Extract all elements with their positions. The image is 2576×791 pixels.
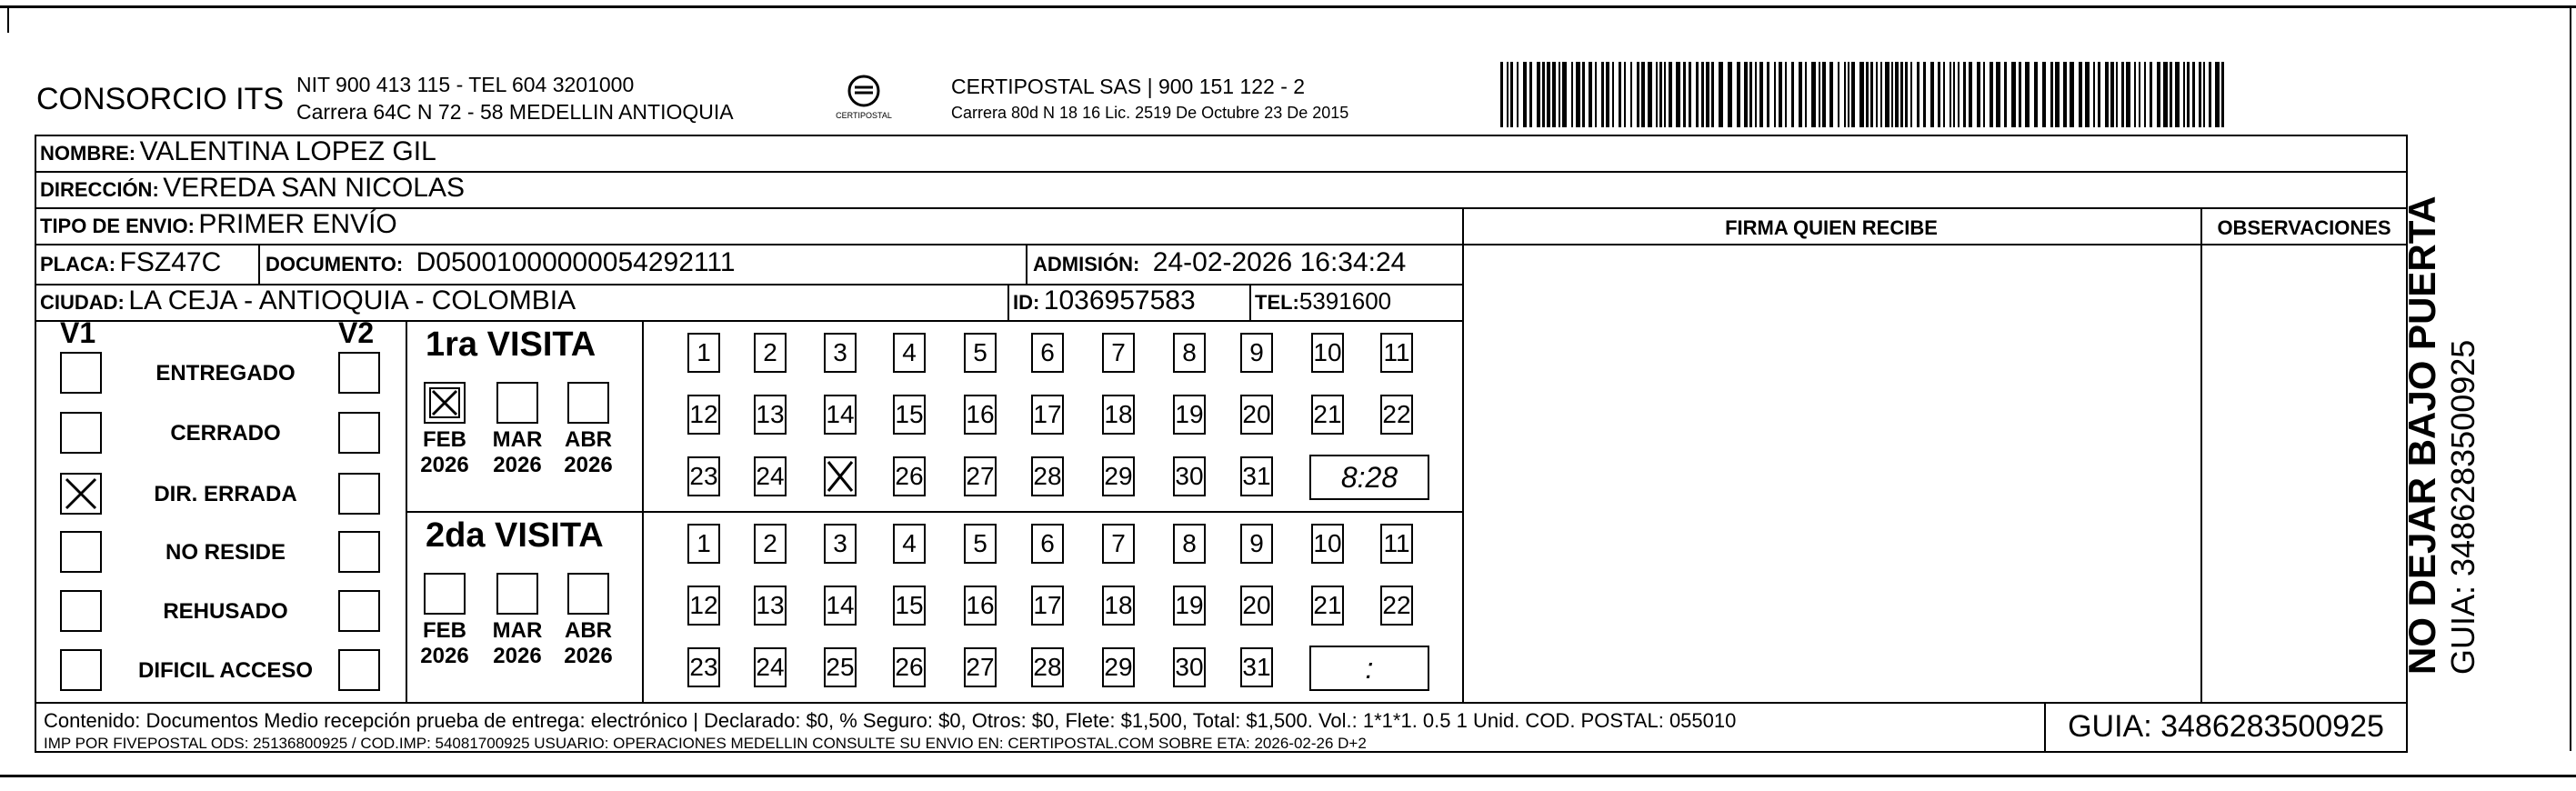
barcode-bar xyxy=(1637,62,1639,127)
first-visit-month-label xyxy=(417,427,472,478)
barcode-bar xyxy=(1938,62,1940,127)
second-visit-day-box[interactable]: 23 xyxy=(687,647,720,687)
first-visit-day-box[interactable]: 22 xyxy=(1380,395,1413,435)
row-line xyxy=(35,320,1464,322)
barcode-bar xyxy=(1656,62,1658,127)
v1-header: V1 xyxy=(60,316,96,349)
second-visit-day-box[interactable]: 17 xyxy=(1031,586,1064,626)
barcode-bar xyxy=(2079,62,2082,127)
barcode-bar xyxy=(1683,62,1686,127)
second-visit-day-box[interactable]: 18 xyxy=(1102,586,1135,626)
col-line xyxy=(1007,284,1009,320)
barcode-bar xyxy=(1517,62,1519,127)
barcode-bar xyxy=(1552,62,1556,127)
first-visit-day-box[interactable]: 18 xyxy=(1102,395,1135,435)
barcode-bar xyxy=(2034,62,2038,127)
second-visit-day-box[interactable]: 28 xyxy=(1031,647,1064,687)
barcode-bar xyxy=(1891,62,1893,127)
side-text xyxy=(2401,165,2482,675)
bottom-rule xyxy=(0,775,2576,777)
month-year: 2026 xyxy=(564,644,613,668)
barcode-bar xyxy=(1510,62,1513,127)
contenido-line: Contenido: Documentos Medio recepción prueba de entrega: electrónico | Declarado: $0, % Seguro: $0, Otros: $0, Flete: $1,500, Total: $1,500. Vol.: 1*1*1. 0.5 1 Unid. COD. POSTAL: 055010 xyxy=(44,709,1737,732)
barcode-bar xyxy=(2093,62,2095,127)
tel-label: TEL: xyxy=(1255,291,1299,314)
direccion-field xyxy=(40,173,465,204)
barcode-bar xyxy=(1507,62,1509,127)
admision-field xyxy=(1033,247,1406,278)
barcode-bar xyxy=(1767,62,1769,127)
barcode-bar xyxy=(1900,62,1903,127)
id-field xyxy=(1013,285,1196,316)
barcode-bar xyxy=(2126,62,2130,127)
second-visit-month-checkbox[interactable] xyxy=(424,573,466,615)
row-line xyxy=(35,702,2408,704)
first-visit-day-box[interactable]: 17 xyxy=(1031,395,1064,435)
barcode-bar xyxy=(2110,62,2114,127)
first-visit-day-box[interactable]: 9 xyxy=(1240,333,1273,373)
placa-value: FSZ47C xyxy=(119,247,222,277)
second-visit-day-box[interactable]: 20 xyxy=(1240,586,1273,626)
first-visit-month-label xyxy=(490,427,545,478)
second-visit-day-box[interactable]: 19 xyxy=(1173,586,1206,626)
barcode-bar xyxy=(2183,62,2185,127)
first-visit-day-box[interactable]: 15 xyxy=(893,395,926,435)
second-visit-month-label xyxy=(561,618,616,669)
barcode-bar xyxy=(1977,62,1980,127)
id-label: ID: xyxy=(1013,291,1040,314)
barcode-bar xyxy=(1696,62,1699,127)
v2-checkbox[interactable] xyxy=(338,412,380,454)
barcode-bar xyxy=(2004,62,2007,127)
barcode-bar xyxy=(2170,62,2172,127)
first-visit-day-box[interactable]: 24 xyxy=(754,456,787,496)
barcode-bar xyxy=(1917,62,1919,127)
first-visit-day-box[interactable]: 5 xyxy=(964,333,997,373)
second-visit-day-box[interactable]: 22 xyxy=(1380,586,1413,626)
second-visit-month-label xyxy=(490,618,545,669)
barcode-bar xyxy=(2025,62,2030,127)
v1-checkbox[interactable] xyxy=(60,412,102,454)
barcode-bar xyxy=(1744,62,1748,127)
status-label: REHUSADO xyxy=(163,599,288,624)
first-visit-month-checkbox[interactable] xyxy=(424,382,466,424)
barcode-bar xyxy=(2116,62,2118,127)
barcode-bar xyxy=(1983,62,1985,127)
barcode-bar xyxy=(1923,62,1926,127)
second-visit-day-box[interactable]: 10 xyxy=(1311,524,1344,564)
barcode-bar xyxy=(1601,62,1604,127)
second-visit-day-box[interactable]: 13 xyxy=(754,586,787,626)
first-visit-day-box[interactable]: 20 xyxy=(1240,395,1273,435)
barcode-bar xyxy=(1737,62,1740,127)
barcode-bar xyxy=(2199,62,2201,127)
license-line: Carrera 80d N 18 16 Lic. 2519 De Octubre 23 De 2015 xyxy=(951,104,1349,122)
first-visit-day-box-checked[interactable] xyxy=(824,456,857,496)
barcode-bar xyxy=(2098,62,2100,127)
second-visit-day-box[interactable]: 31 xyxy=(1240,647,1273,687)
second-visit-day-box[interactable]: 9 xyxy=(1240,524,1273,564)
month-name: ABR xyxy=(565,427,612,452)
status-label: DIR. ERRADA xyxy=(154,482,297,506)
barcode-bar xyxy=(1819,62,1820,127)
barcode-bar xyxy=(2105,62,2109,127)
barcode-bar xyxy=(2085,62,2090,127)
v1-checkbox[interactable] xyxy=(60,531,102,573)
barcode-bar xyxy=(1523,62,1527,127)
barcode-bar xyxy=(1711,62,1714,127)
nombre-field xyxy=(40,136,436,167)
barcode-bar xyxy=(1774,62,1776,127)
second-visit-day-box[interactable]: 26 xyxy=(893,647,926,687)
second-visit-day-box[interactable]: 2 xyxy=(754,524,787,564)
first-visit-day-box[interactable]: 30 xyxy=(1173,456,1206,496)
barcode-bar xyxy=(2175,62,2180,127)
first-visit-time-box[interactable]: 8:28 xyxy=(1309,455,1429,500)
barcode-bar xyxy=(1969,62,1972,127)
barcode-bar xyxy=(1958,62,1960,127)
barcode-bar xyxy=(1562,62,1567,127)
first-visit-title: 1ra VISITA xyxy=(426,325,596,364)
first-visit-day-box[interactable]: 19 xyxy=(1173,395,1206,435)
second-visit-day-box[interactable]: 12 xyxy=(687,586,720,626)
second-visit-day-box[interactable]: 21 xyxy=(1311,586,1344,626)
first-visit-day-box[interactable]: 7 xyxy=(1102,333,1135,373)
left-edge xyxy=(7,5,9,33)
second-visit-time-box[interactable]: : xyxy=(1309,646,1429,691)
barcode-bar xyxy=(1785,62,1787,127)
barcode-bar xyxy=(2019,62,2021,127)
first-visit-day-box[interactable]: 3 xyxy=(824,333,857,373)
top-rule xyxy=(0,5,2576,8)
admision-label: ADMISIÓN: xyxy=(1033,253,1140,275)
barcode-bar xyxy=(1664,62,1666,127)
certipostal-line: CERTIPOSTAL SAS | 900 151 122 - 2 xyxy=(951,75,1306,98)
second-visit-day-box[interactable]: 5 xyxy=(964,524,997,564)
direccion-value: VEREDA SAN NICOLAS xyxy=(163,173,466,203)
barcode-bar xyxy=(1851,62,1855,127)
month-name: MAR xyxy=(492,427,543,452)
tipo-label: TIPO DE ENVIO: xyxy=(40,215,195,237)
barcode-bar xyxy=(2157,62,2160,127)
barcode-bar xyxy=(1805,62,1807,127)
second-visit-day-box[interactable]: 4 xyxy=(893,524,926,564)
barcode-bar xyxy=(1829,62,1833,127)
documento-field xyxy=(266,247,736,278)
second-visit-day-box[interactable]: 8 xyxy=(1173,524,1206,564)
barcode-bar xyxy=(1630,62,1632,127)
first-visit-day-box[interactable]: 28 xyxy=(1031,456,1064,496)
second-visit-day-box[interactable]: 29 xyxy=(1102,647,1135,687)
tel-field xyxy=(1255,287,1391,315)
barcode-bar xyxy=(2192,62,2195,127)
barcode-bar xyxy=(2070,62,2074,127)
barcode-bar xyxy=(2139,62,2140,127)
first-visit-day-box[interactable]: 11 xyxy=(1380,333,1413,373)
first-visit-day-box[interactable]: 23 xyxy=(687,456,720,496)
barcode-bar xyxy=(1559,62,1560,127)
second-visit-day-box[interactable]: 11 xyxy=(1380,524,1413,564)
row-line xyxy=(35,244,2408,245)
barcode-bar xyxy=(2063,62,2067,127)
right-edge xyxy=(2570,5,2571,751)
barcode-bar xyxy=(1876,62,1878,127)
barcode-bar xyxy=(1547,62,1550,127)
v2-checkbox[interactable] xyxy=(338,590,380,632)
barcode-bar xyxy=(1529,62,1532,127)
barcode-bar xyxy=(1822,62,1826,127)
nit-line: NIT 900 413 115 - TEL 604 3201000 xyxy=(296,73,635,96)
first-visit-day-box[interactable]: 8 xyxy=(1173,333,1206,373)
month-year: 2026 xyxy=(420,644,469,668)
first-visit-day-box[interactable]: 27 xyxy=(964,456,997,496)
first-visit-day-box[interactable]: 26 xyxy=(893,456,926,496)
certipostal-logo xyxy=(817,71,911,125)
v1-checkbox[interactable] xyxy=(60,352,102,394)
barcode-bar xyxy=(1500,62,1503,127)
barcode-bar xyxy=(1624,62,1626,127)
barcode-bar xyxy=(1811,62,1816,127)
barcode-bar xyxy=(1582,62,1585,127)
second-visit-month-label xyxy=(417,618,472,669)
barcode-bar xyxy=(1791,62,1794,127)
month-year: 2026 xyxy=(493,453,542,477)
second-visit-month-checkbox[interactable] xyxy=(496,573,538,615)
no-dejar-warning: NO DEJAR BAJO PUERTA xyxy=(2401,195,2443,675)
barcode-bar xyxy=(1859,62,1864,127)
placa-label: PLACA: xyxy=(40,253,116,275)
col-line xyxy=(406,320,407,704)
barcode-bar xyxy=(1755,62,1757,127)
col-line xyxy=(642,320,644,704)
barcode-bar xyxy=(1669,62,1672,127)
v1-checkbox[interactable] xyxy=(60,590,102,632)
barcode-bar xyxy=(1537,62,1540,127)
second-visit-title: 2da VISITA xyxy=(426,516,604,555)
firma-header: FIRMA QUIEN RECIBE xyxy=(1725,216,1938,239)
barcode-bar xyxy=(1759,62,1763,127)
first-visit-day-box[interactable]: 13 xyxy=(754,395,787,435)
second-visit-day-box[interactable]: 30 xyxy=(1173,647,1206,687)
second-visit-day-box[interactable]: 6 xyxy=(1031,524,1064,564)
barcode-bar xyxy=(1689,62,1691,127)
barcode xyxy=(1500,62,2226,127)
placa-field xyxy=(40,247,221,278)
second-visit-day-box[interactable]: 14 xyxy=(824,586,857,626)
barcode-bar xyxy=(2134,62,2136,127)
first-visit-month-checkbox[interactable] xyxy=(567,382,609,424)
second-visit-day-box[interactable]: 16 xyxy=(964,586,997,626)
barcode-bar xyxy=(1866,62,1869,127)
barcode-bar xyxy=(1701,62,1704,127)
barcode-bar xyxy=(1799,62,1802,127)
barcode-bar xyxy=(2221,62,2224,127)
second-visit-day-box[interactable]: 24 xyxy=(754,647,787,687)
first-visit-day-box[interactable]: 21 xyxy=(1311,395,1344,435)
col-line xyxy=(1249,284,1251,320)
second-visit-day-box[interactable]: 25 xyxy=(824,647,857,687)
barcode-bar xyxy=(1930,62,1934,127)
barcode-bar xyxy=(1648,62,1652,127)
barcode-bar xyxy=(1880,62,1882,127)
nombre-label: NOMBRE: xyxy=(40,142,136,165)
first-visit-day-box[interactable]: 16 xyxy=(964,395,997,435)
col-line xyxy=(2200,207,2202,704)
v1-checkbox[interactable] xyxy=(60,473,102,515)
ciudad-value: LA CEJA - ANTIOQUIA - COLOMBIA xyxy=(128,285,576,315)
month-name: FEB xyxy=(423,427,466,452)
barcode-bar xyxy=(1996,62,2000,127)
barcode-bar xyxy=(2050,62,2053,127)
tipo-field xyxy=(40,209,397,240)
barcode-bar xyxy=(1848,62,1849,127)
month-year: 2026 xyxy=(420,453,469,477)
month-name: ABR xyxy=(565,618,612,643)
v1-checkbox[interactable] xyxy=(60,649,102,691)
month-year: 2026 xyxy=(564,453,613,477)
v2-checkbox[interactable] xyxy=(338,531,380,573)
company-name: CONSORCIO ITS xyxy=(36,82,285,116)
barcode-bar xyxy=(1943,62,1945,127)
side-guia: GUIA: 3486283500925 xyxy=(2444,339,2481,675)
footer-guia: GUIA: 3486283500925 xyxy=(2068,709,2384,744)
first-visit-day-box[interactable]: 6 xyxy=(1031,333,1064,373)
barcode-bar xyxy=(1953,62,1955,127)
address-line: Carrera 64C N 72 - 58 MEDELLIN ANTIOQUIA xyxy=(296,100,734,124)
status-label: ENTREGADO xyxy=(155,361,296,385)
first-visit-month-label xyxy=(561,427,616,478)
ciudad-label: CIUDAD: xyxy=(40,291,125,314)
barcode-bar xyxy=(1728,62,1732,127)
first-visit-day-box[interactable]: 14 xyxy=(824,395,857,435)
status-label: CERRADO xyxy=(170,421,281,446)
documento-label: DOCUMENTO: xyxy=(266,253,404,275)
ciudad-field xyxy=(40,285,576,316)
barcode-bar xyxy=(1963,62,1966,127)
barcode-bar xyxy=(1619,62,1621,127)
barcode-bar xyxy=(1885,62,1889,127)
nombre-value: VALENTINA LOPEZ GIL xyxy=(139,136,436,166)
barcode-bar xyxy=(2011,62,2016,127)
second-visit-day-box[interactable]: 3 xyxy=(824,524,857,564)
tel-value: 5391600 xyxy=(1298,287,1392,315)
month-year: 2026 xyxy=(493,644,542,668)
barcode-bar xyxy=(1676,62,1680,127)
status-label: NO RESIDE xyxy=(165,540,286,565)
barcode-bar xyxy=(2187,62,2190,127)
direccion-label: DIRECCIÓN: xyxy=(40,178,159,201)
barcode-bar xyxy=(1595,62,1597,127)
documento-value: D05001000000054292111 xyxy=(416,247,736,277)
barcode-bar xyxy=(1905,62,1908,127)
barcode-bar xyxy=(1749,62,1752,127)
barcode-bar xyxy=(2042,62,2046,127)
second-visit-day-box[interactable]: 15 xyxy=(893,586,926,626)
v2-header: V2 xyxy=(338,316,375,349)
observaciones-header: OBSERVACIONES xyxy=(2217,216,2391,239)
barcode-bar xyxy=(1950,62,1951,127)
barcode-bar xyxy=(2209,62,2211,127)
id-value: 1036957583 xyxy=(1043,285,1196,315)
barcode-bar xyxy=(1571,62,1573,127)
month-name: MAR xyxy=(492,618,543,643)
row-line xyxy=(406,511,1464,513)
second-visit-day-box[interactable]: 27 xyxy=(964,647,997,687)
first-visit-day-box[interactable]: 1 xyxy=(687,333,720,373)
barcode-bar xyxy=(1910,62,1912,127)
status-label: DIFICIL ACCESO xyxy=(137,658,313,683)
first-visit-month-checkbox[interactable] xyxy=(496,382,538,424)
barcode-bar xyxy=(1589,62,1592,127)
second-visit-day-box[interactable]: 1 xyxy=(687,524,720,564)
barcode-bar xyxy=(1838,62,1839,127)
col-line xyxy=(1026,244,1027,284)
month-name: FEB xyxy=(423,618,466,643)
v2-checkbox[interactable] xyxy=(338,352,380,394)
first-visit-day-box[interactable]: 29 xyxy=(1102,456,1135,496)
barcode-bar xyxy=(1612,62,1614,127)
v2-checkbox[interactable] xyxy=(338,473,380,515)
barcode-bar xyxy=(2163,62,2168,127)
second-visit-month-checkbox[interactable] xyxy=(567,573,609,615)
first-visit-day-box[interactable]: 4 xyxy=(893,333,926,373)
barcode-bar xyxy=(1870,62,1873,127)
barcode-bar xyxy=(1990,62,1993,127)
svg-text:CERTIPOSTAL: CERTIPOSTAL xyxy=(836,111,892,120)
first-visit-day-box[interactable]: 2 xyxy=(754,333,787,373)
imp-line: IMP POR FIVEPOSTAL ODS: 25136800925 / COD.IMP: 54081700925 USUARIO: OPERACIONES MEDELLIN CONSULTE SU ENVIO EN: CERTIPOSTAL.COM SOBRE ETA: 2026-02-26 D+2 xyxy=(44,735,1367,752)
first-visit-day-box[interactable]: 12 xyxy=(687,395,720,435)
barcode-bar xyxy=(1719,62,1723,127)
barcode-bar xyxy=(1641,62,1645,127)
barcode-bar xyxy=(2203,62,2205,127)
barcode-bar xyxy=(2055,62,2060,127)
second-visit-day-box[interactable]: 7 xyxy=(1102,524,1135,564)
first-visit-day-box[interactable]: 10 xyxy=(1311,333,1344,373)
barcode-bar xyxy=(1895,62,1899,127)
v2-checkbox[interactable] xyxy=(338,649,380,691)
barcode-bar xyxy=(2121,62,2124,127)
col-line xyxy=(1462,207,1464,704)
barcode-bar xyxy=(1576,62,1580,127)
barcode-bar xyxy=(1779,62,1782,127)
barcode-bar xyxy=(1844,62,1846,127)
admision-value: 24-02-2026 16:34:24 xyxy=(1152,247,1407,277)
first-visit-day-box[interactable]: 31 xyxy=(1240,456,1273,496)
barcode-bar xyxy=(2215,62,2220,127)
tipo-value: PRIMER ENVÍO xyxy=(198,209,397,239)
barcode-bar xyxy=(2150,62,2152,127)
col-line xyxy=(258,244,260,284)
barcode-bar xyxy=(1706,62,1709,127)
barcode-bar xyxy=(1659,62,1662,127)
barcode-bar xyxy=(2144,62,2146,127)
barcode-bar xyxy=(1542,62,1545,127)
barcode-bar xyxy=(1606,62,1609,127)
